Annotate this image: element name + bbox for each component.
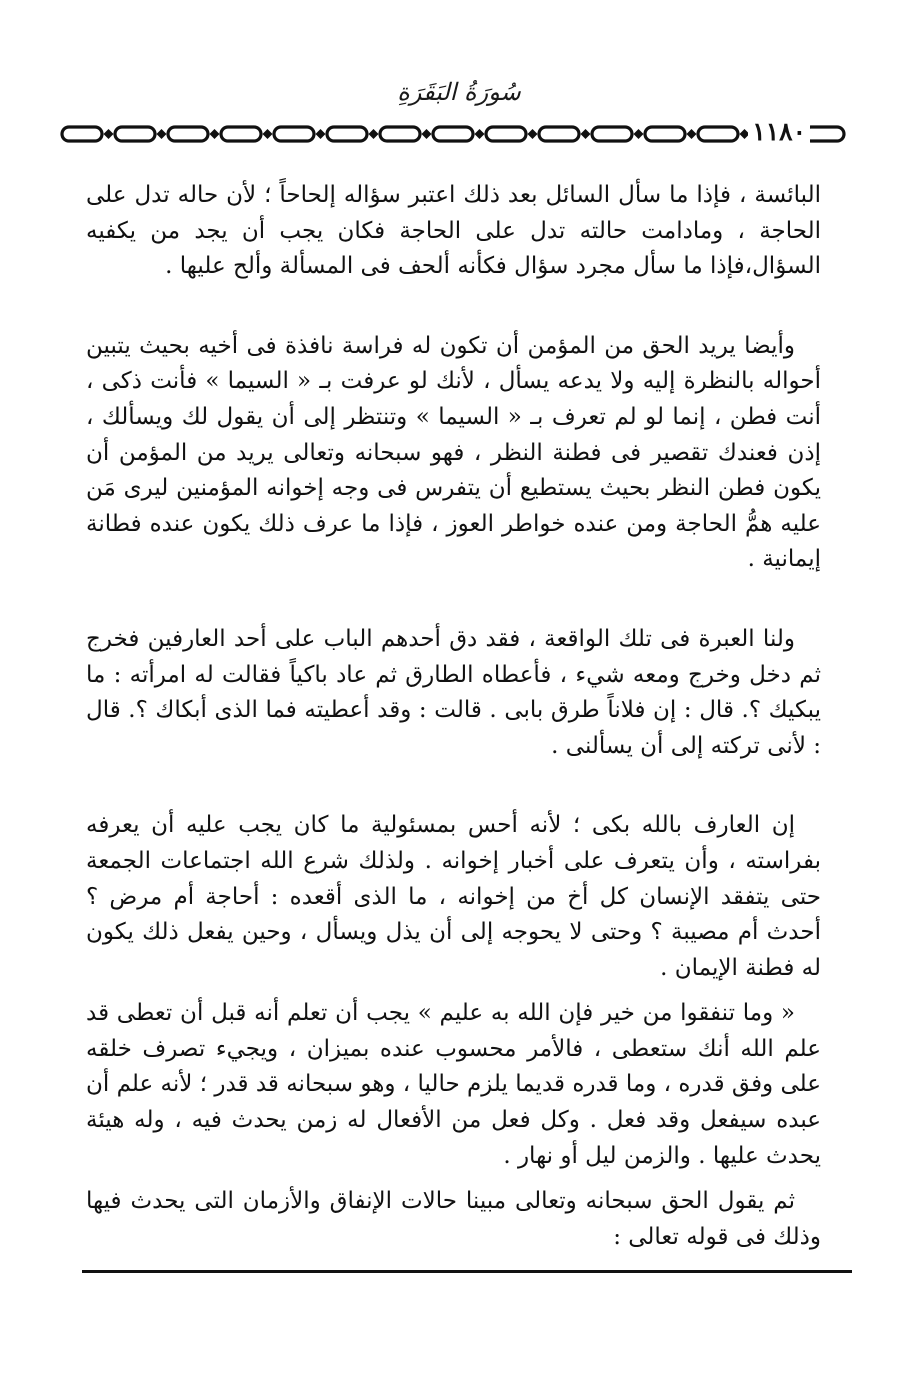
- diamond-icon: [369, 129, 379, 139]
- page-number: ١١٨٠: [748, 117, 810, 147]
- header-ornament-band: [58, 116, 848, 152]
- paragraph-3: ولنا العبرة فى تلك الواقعة ، فقد دق أحدهم الباب على أحد العارفين فخرج ثم دخل وخرج ومعه شيء ، فأعطاه الطارق ثم عاد باكياً فقالت له امرأته : ما يبكيك ؟. قال : إن فلاناً طرق بابى . قالت : وقد أعطيته فما الذى أبكاك ؟. قال : لأنى تركته إلى أن يسألنى .: [86, 625, 821, 759]
- chain-link-icon: [274, 127, 314, 141]
- paragraph-2: وأيضا يريد الحق من المؤمن أن تكون له فراسة نافذة فى أخيه بحيث يتبين أحواله بالنظرة إليه ولا يدعه يسأل ، لأنك لو عرفت بـ « السيما » فأنت ذكى ، أنت فطن ، إنما لو لم تعرف بـ « السيما » وتنتظر إلى أن يقول لك ويسألك ، إذن فعندك تقصير فى فطنة النظر ، فهو سبحانه وتعالى يريد من المؤمن أن يكون فطن النظر بحيث يستطيع أن يتفرس فى وجه إخوانه المؤمنين ليرى مَن عليه همُّ الحاجة ومن عنده خواطر العوز ، فإذا ما عرف ذلك يكون عنده فطانة إيمانية .: [86, 332, 821, 573]
- chain-link-icon: [327, 127, 367, 141]
- surah-title: سُورَةُ البَقَرَةِ: [397, 78, 521, 106]
- chain-link-icon: [645, 127, 685, 141]
- diamond-icon: [528, 129, 538, 139]
- diamond-icon: [422, 129, 432, 139]
- diamond-icon: [687, 129, 697, 139]
- paragraph-1: البائسة ، فإذا ما سأل السائل بعد ذلك اعتبر سؤاله إلحاحاً ؛ لأن حاله تدل على الحاجة ، ومادامت حالته تدل على الحاجة فكان يجب أن يجد من يكفيه السؤال،فإذا ما سأل مجرد سؤال فكأنه ألحف فى المسألة وألح عليها .: [86, 182, 821, 280]
- chain-link-icon: [380, 127, 420, 141]
- diamond-icon: [475, 129, 485, 139]
- paragraph-4: إن العارف بالله بكى ؛ لأنه أحس بمسئولية ما كان يجب عليه أن يعرفه بفراسته ، وأن يتعرف على أخبار إخوانه . ولذلك شرع الله اجتماعات الجمعة حتى يتفقد الإنسان كل أخ من إخوانه ، ما الذى أقعده : أحاجة أم مرض ؟ أحدث أم مصيبة ؟ وحتى لا يحوجه إلى أن يذل ويسأل ، وحين يفعل ذلك يكون له فطنة الإيمان .: [86, 812, 821, 981]
- chain-link-icon: [62, 127, 102, 141]
- diamond-icon: [634, 129, 644, 139]
- diamond-icon: [157, 129, 167, 139]
- paragraph-6: ثم يقول الحق سبحانه وتعالى مبينا حالات الإنفاق والأزمان التى يحدث فيها وذلك فى قوله تعالى :: [86, 1188, 821, 1250]
- chain-link-icon: [592, 127, 632, 141]
- body-text: [86, 178, 821, 1255]
- chain-link-icon: [168, 127, 208, 141]
- footer-rule: [82, 1270, 852, 1273]
- chain-link-icon: [221, 127, 261, 141]
- chain-link-icon: [486, 127, 526, 141]
- diamond-icon: [581, 129, 591, 139]
- diamond-icon: [263, 129, 273, 139]
- chain-link-icon: [804, 127, 844, 141]
- chain-link-icon: [433, 127, 473, 141]
- paragraph-5: « وما تنفقوا من خير فإن الله به عليم » يجب أن تعلم أنه قبل أن تعطى قد علم الله أنك ستعطى ، فالأمر محسوب عنده بميزان ، ويجيء تصرف خلقه على وفق قدره ، وما قدره قديما يلزم حاليا ، وهو سبحانه قد قدر ؛ لأنه علم أن عبده سيفعل وقد فعل . وكل فعل من الأفعال له زمن يحدث فيه ، وله هيئة يحدث عليها . والزمن ليل أو نهار .: [86, 1000, 821, 1169]
- chain-link-icon: [115, 127, 155, 141]
- diamond-icon: [104, 129, 114, 139]
- diamond-icon: [316, 129, 326, 139]
- ornament-chain-icon: [58, 116, 848, 152]
- diamond-icon: [210, 129, 220, 139]
- chain-link-icon: [698, 127, 738, 141]
- chain-link-icon: [539, 127, 579, 141]
